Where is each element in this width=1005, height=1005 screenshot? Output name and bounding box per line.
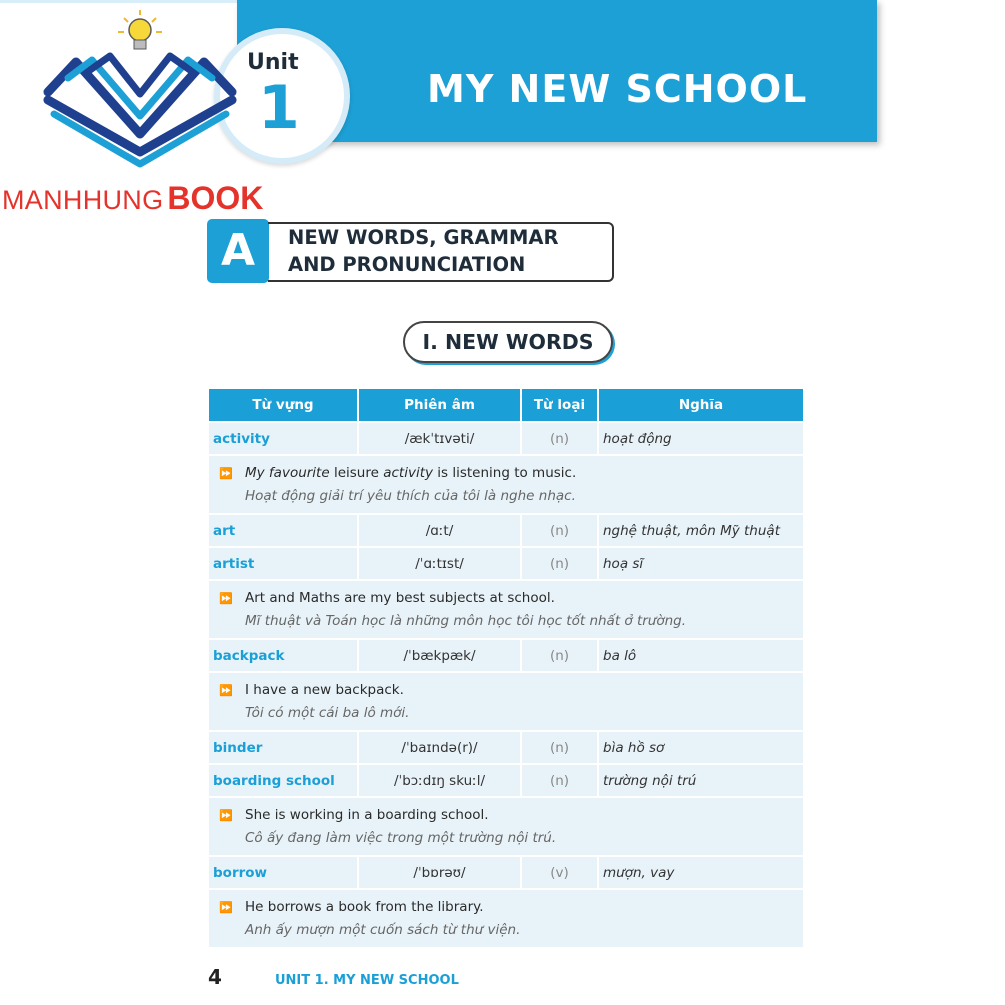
vocab-ipa: /ˈbaɪndə(r)/ <box>359 732 520 763</box>
header-word: Từ vựng <box>209 389 357 421</box>
example-row <box>209 456 803 513</box>
header-ipa: Phiên âm <box>359 389 520 421</box>
vocab-word: borrow <box>209 857 357 888</box>
table-row <box>209 765 803 796</box>
example-italic: activity <box>383 465 433 481</box>
vocab-word: boarding school <box>209 765 357 796</box>
vocab-meaning: ba lô <box>599 640 803 671</box>
vocab-word: art <box>209 515 357 546</box>
open-book-icon <box>48 56 232 164</box>
example-text: is listening to music. <box>432 465 577 481</box>
vocab-pos: (n) <box>522 640 597 671</box>
example-row <box>209 673 803 730</box>
table-row <box>209 548 803 579</box>
example-english <box>219 462 803 485</box>
example-vietnamese: Anh ấy mượn một cuốn sách từ thư viện. <box>245 922 521 938</box>
vocab-meaning: nghệ thuật, môn Mỹ thuật <box>599 515 803 546</box>
vocab-meaning: hoạ sĩ <box>599 548 803 579</box>
vocabulary-table <box>207 387 805 949</box>
vocab-word: activity <box>209 423 357 454</box>
vocab-meaning: mượn, vay <box>599 857 803 888</box>
example-row <box>209 798 803 855</box>
example-vietnamese: Hoạt động giải trí yêu thích của tôi là nghe nhạc. <box>245 488 576 504</box>
table-row <box>209 857 803 888</box>
table-row <box>209 423 803 454</box>
unit-title: MY NEW SCHOOL <box>427 67 808 111</box>
example-cell <box>209 581 803 638</box>
vocab-meaning: trường nội trú <box>599 765 803 796</box>
vocab-pos: (n) <box>522 765 597 796</box>
example-cell <box>209 456 803 513</box>
vocab-word: backpack <box>209 640 357 671</box>
section-title-line2: AND PRONUNCIATION <box>288 253 526 276</box>
vocab-word: binder <box>209 732 357 763</box>
fast-forward-icon: ⏩ <box>219 467 233 480</box>
header-pos: Từ loại <box>522 389 597 421</box>
table-row <box>209 515 803 546</box>
lightbulb-icon <box>118 10 162 49</box>
open-book-lightbulb-icon <box>40 4 240 174</box>
brand-name-part2: BOOK <box>167 180 264 216</box>
table-row <box>209 640 803 671</box>
example-text: leisure <box>329 465 384 481</box>
example-row <box>209 890 803 947</box>
fast-forward-icon: ⏩ <box>219 809 233 822</box>
example-english <box>219 587 803 610</box>
footer-title: UNIT 1. MY NEW SCHOOL <box>275 973 459 988</box>
example-vietnamese: Tôi có một cái ba lô mới. <box>245 705 410 721</box>
vocab-word: artist <box>209 548 357 579</box>
vocab-meaning: bìa hồ sơ <box>599 732 803 763</box>
section-title-line1: NEW WORDS, GRAMMAR <box>288 226 559 249</box>
unit-label: Unit <box>247 50 299 75</box>
vocab-pos: (n) <box>522 732 597 763</box>
example-cell <box>209 673 803 730</box>
table-header-row <box>209 389 803 421</box>
brand-logo <box>2 180 263 217</box>
example-text: He borrows a book from the library. <box>245 899 484 915</box>
example-english <box>219 679 803 702</box>
example-row <box>209 581 803 638</box>
example-vietnamese: Cô ấy đang làm việc trong một trường nội trú. <box>245 830 557 846</box>
unit-number: 1 <box>258 73 300 143</box>
fast-forward-icon: ⏩ <box>219 684 233 697</box>
example-vietnamese: Mĩ thuật và Toán học là những môn học tôi học tốt nhất ở trường. <box>245 613 687 629</box>
example-english <box>219 804 803 827</box>
example-italic: My favourite <box>245 465 330 481</box>
brand-name-part1: MANHHUNG <box>2 185 164 215</box>
example-text: She is working in a boarding school. <box>245 807 489 823</box>
example-cell <box>209 890 803 947</box>
table-row <box>209 732 803 763</box>
vocab-ipa: /ækˈtɪvəti/ <box>359 423 520 454</box>
fast-forward-icon: ⏩ <box>219 901 233 914</box>
vocab-ipa: /ˈbɔːdɪŋ skuːl/ <box>359 765 520 796</box>
vocab-pos: (v) <box>522 857 597 888</box>
vocab-pos: (n) <box>522 423 597 454</box>
vocab-pos: (n) <box>522 515 597 546</box>
vocab-ipa: /ˈbɒrəʊ/ <box>359 857 520 888</box>
vocab-meaning: hoạt động <box>599 423 803 454</box>
header-meaning: Nghĩa <box>599 389 803 421</box>
page-number: 4 <box>208 965 222 989</box>
section-letter: A <box>207 219 269 283</box>
example-cell <box>209 798 803 855</box>
vocab-ipa: /ɑːt/ <box>359 515 520 546</box>
vocab-pos: (n) <box>522 548 597 579</box>
example-english <box>219 896 803 919</box>
fast-forward-icon: ⏩ <box>219 592 233 605</box>
subsection-title: I. NEW WORDS <box>403 321 613 363</box>
vocab-ipa: /ˈbækpæk/ <box>359 640 520 671</box>
section-title <box>288 224 559 278</box>
example-text: I have a new backpack. <box>245 682 404 698</box>
example-text: Art and Maths are my best subjects at school. <box>245 590 555 606</box>
vocab-ipa: /ˈɑːtɪst/ <box>359 548 520 579</box>
